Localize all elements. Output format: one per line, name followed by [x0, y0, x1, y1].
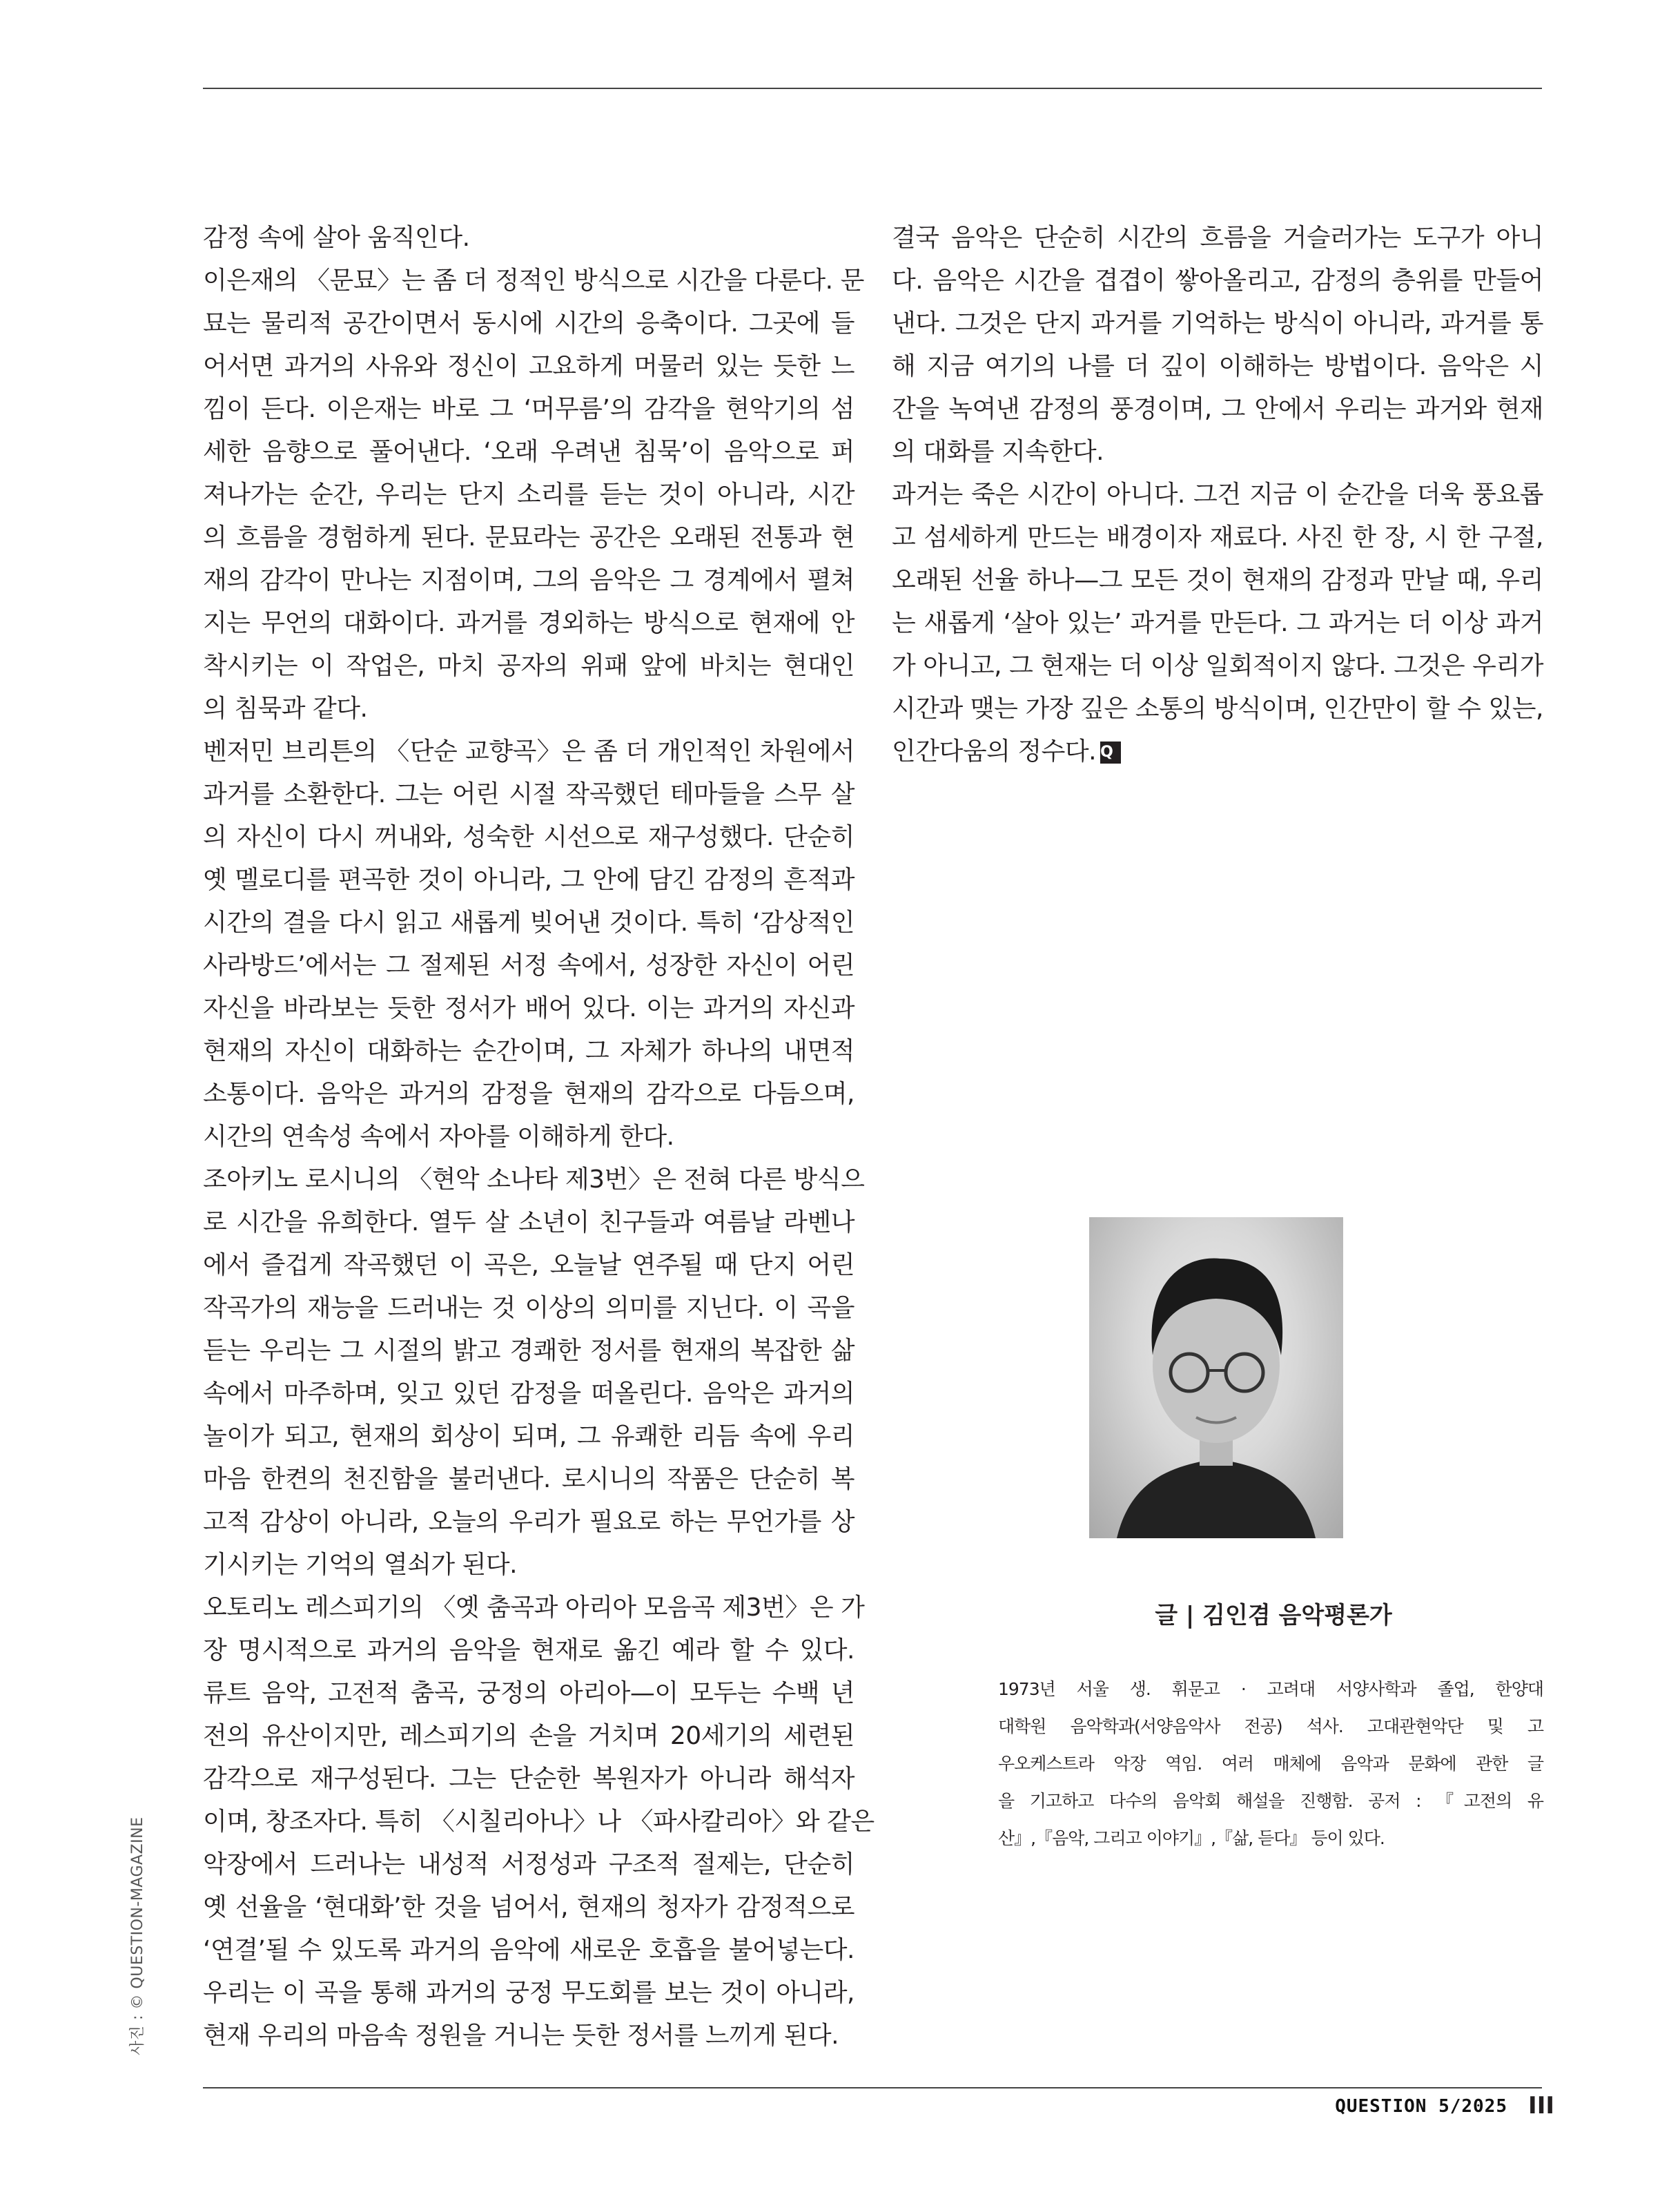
- body-text-line: [892, 217, 1543, 260]
- body-text-line: [203, 1201, 854, 1244]
- body-text-line: [892, 388, 1543, 431]
- line-text: 과거는 죽은 시간이 아니다. 그건 지금 이 순간을 더욱 풍요롭: [892, 481, 1543, 509]
- line-text: 의 자신이 다시 꺼내와, 성숙한 시선으로 재구성했다. 단순히: [203, 823, 854, 851]
- line-text: 마음 한켠의 천진함을 불러낸다. 로시니의 작품은 단순히 복: [203, 1465, 854, 1493]
- line-text: 고적 감상이 아니라, 오늘의 우리가 필요로 하는 무언가를 상: [203, 1508, 854, 1536]
- line-text: 오토리노 레스피기의 〈옛 춤곡과 아리아 모음곡 제3번〉은 가: [203, 1593, 865, 1622]
- body-text-line: [203, 1886, 854, 1929]
- bottom-rule: [203, 2087, 1542, 2088]
- page-number: III: [1528, 2092, 1554, 2120]
- body-text-line: [203, 1587, 865, 1629]
- line-text: 로 시간을 유희한다. 열두 살 소년이 친구들과 여름날 라벤나: [203, 1208, 854, 1237]
- body-text-line: [203, 1244, 854, 1287]
- body-text-line: [203, 987, 854, 1030]
- line-text: 사라방드’에서는 그 절제된 서정 속에서, 성장한 자신이 어린: [203, 951, 854, 980]
- body-text-line: [203, 1801, 875, 1843]
- body-text-line: [203, 1159, 865, 1201]
- body-text-line: [203, 559, 854, 602]
- line-text: 시간과 맺는 가장 깊은 소통의 방식이며, 인간만이 할 수 있는,: [892, 695, 1543, 723]
- line-text: ‘연결’될 수 있도록 과거의 음악에 새로운 호흡을 불어넣는다.: [203, 1936, 854, 1964]
- line-text: 가 아니고, 그 현재는 더 이상 일회적이지 않다. 그것은 우리가: [892, 652, 1543, 680]
- body-text-line: [203, 902, 854, 944]
- body-text-line: [203, 1929, 854, 1972]
- body-text-line: [203, 1030, 854, 1073]
- body-text-line: [203, 388, 854, 431]
- body-text-line: [892, 516, 1543, 559]
- body-text-line: [203, 1672, 854, 1715]
- line-text: 현재의 자신이 대화하는 순간이며, 그 자체가 하나의 내면적: [203, 1037, 854, 1065]
- line-text: 져나가는 순간, 우리는 단지 소리를 듣는 것이 아니라, 시간: [203, 481, 854, 509]
- line-text: 시간의 결을 다시 읽고 새롭게 빚어낸 것이다. 특히 ‘감상적인: [203, 909, 854, 937]
- body-text-line: [203, 773, 854, 816]
- line-text: 옛 멜로디를 편곡한 것이 아니라, 그 안에 담긴 감정의 흔적과: [203, 866, 854, 894]
- line-text: 인간다움의 정수다.: [892, 737, 1097, 766]
- bio-line: 을 기고하고 다수의 음악회 해설을 진행함. 공저 : 『고전의 유: [998, 1791, 1543, 1811]
- body-text-line: [203, 730, 854, 773]
- magazine-issue: QUESTION 5/2025: [1335, 2096, 1507, 2117]
- photo-credit: 사진 : © QUESTION-MAGAZINE: [129, 1816, 146, 2055]
- body-text-line: [203, 345, 854, 388]
- line-text: 전의 유산이지만, 레스피기의 손을 거치며 20세기의 세련된: [203, 1722, 854, 1750]
- body-text-line: [892, 730, 1543, 773]
- line-text: 의 흐름을 경험하게 된다. 문묘라는 공간은 오래된 전통과 현: [203, 523, 854, 552]
- line-text: 낌이 든다. 이은재는 바로 그 ‘머무름’의 감각을 현악기의 섬: [203, 395, 854, 423]
- body-text-line: [203, 1373, 854, 1415]
- body-text-line: [203, 260, 864, 302]
- body-text-line: [203, 1073, 854, 1116]
- line-text: 오래된 선율 하나—그 모든 것이 현재의 감정과 만날 때, 우리: [892, 566, 1543, 594]
- line-text: 의 침묵과 같다.: [203, 695, 368, 723]
- line-text: 조아키노 로시니의 〈현악 소나타 제3번〉은 전혀 다른 방식으: [203, 1165, 865, 1194]
- body-text-line: [892, 260, 1543, 302]
- line-text: 옛 선율을 ‘현대화’한 것을 넘어서, 현재의 청자가 감정적으로: [203, 1893, 854, 1921]
- body-text-line: [203, 602, 854, 645]
- line-text: 작곡가의 재능을 드러내는 것 이상의 의미를 지닌다. 이 곡을: [203, 1294, 854, 1322]
- line-text: 결국 음악은 단순히 시간의 흐름을 거슬러가는 도구가 아니: [892, 224, 1543, 252]
- body-text-line: [203, 688, 854, 730]
- line-text: 지는 무언의 대화이다. 과거를 경외하는 방식으로 현재에 안: [203, 609, 854, 637]
- line-text: 는 새롭게 ‘살아 있는’ 과거를 만든다. 그 과거는 더 이상 과거: [892, 609, 1543, 637]
- body-text-line: [203, 816, 854, 859]
- body-text-line: [203, 1415, 854, 1458]
- body-text-line: [892, 688, 1543, 730]
- body-text-line: [203, 1458, 854, 1501]
- body-text-line: [892, 431, 1543, 474]
- line-text: 소통이다. 음악은 과거의 감정을 현재의 감각으로 다듬으며,: [203, 1080, 854, 1108]
- bio-line: 1973년 서울 생. 휘문고 · 고려대 서양사학과 졸업, 한양대: [998, 1679, 1543, 1699]
- body-text-line: [203, 1758, 854, 1801]
- body-text-line: [203, 1287, 854, 1330]
- line-text: 장 명시적으로 과거의 음악을 현재로 옮긴 예라 할 수 있다.: [203, 1636, 854, 1665]
- line-text: 속에서 마주하며, 잊고 있던 감정을 떠올린다. 음악은 과거의: [203, 1379, 854, 1408]
- author-photo: [1089, 1217, 1343, 1538]
- body-text-line: [203, 431, 854, 474]
- body-text-line: [203, 2015, 854, 2057]
- line-text: 묘는 물리적 공간이면서 동시에 시간의 응축이다. 그곳에 들: [203, 309, 854, 338]
- line-text: 벤저민 브리튼의 〈단순 교향곡〉은 좀 더 개인적인 차원에서: [203, 737, 854, 766]
- author-heading: 글 | 김인겸 음악평론가: [1155, 1602, 1392, 1629]
- top-rule: [203, 88, 1542, 89]
- line-text: 에서 즐겁게 작곡했던 이 곡은, 오늘날 연주될 때 단지 어린: [203, 1251, 854, 1279]
- line-text: 간을 녹여낸 감정의 풍경이며, 그 안에서 우리는 과거와 현재: [892, 395, 1543, 423]
- body-text-line: [892, 559, 1543, 602]
- line-text: 고 섬세하게 만드는 배경이자 재료다. 사진 한 장, 시 한 구절,: [892, 523, 1543, 552]
- line-text: 류트 음악, 고전적 춤곡, 궁정의 아리아—이 모두는 수백 년: [203, 1679, 854, 1707]
- body-text-line: [203, 1843, 854, 1886]
- line-text: 낸다. 그것은 단지 과거를 기억하는 방식이 아니라, 과거를 통: [892, 309, 1543, 338]
- body-text-line: [203, 944, 854, 987]
- line-text: 세한 음향으로 풀어낸다. ‘오래 우려낸 침묵’이 음악으로 퍼: [203, 438, 854, 466]
- body-text-line: [203, 859, 854, 902]
- body-text-line: [203, 474, 854, 516]
- line-text: 과거를 소환한다. 그는 어린 시절 작곡했던 테마들을 스무 살: [203, 780, 854, 808]
- line-text: 시간의 연속성 속에서 자아를 이해하게 한다.: [203, 1123, 674, 1151]
- line-text: 듣는 우리는 그 시절의 밝고 경쾌한 정서를 현재의 복잡한 삶: [203, 1337, 854, 1365]
- line-text: 해 지금 여기의 나를 더 깊이 이해하는 방법이다. 음악은 시: [892, 352, 1543, 380]
- end-mark-icon: Q: [1100, 741, 1121, 764]
- body-text-line: [203, 1544, 854, 1587]
- bio-line: 대학원 음악학과(서양음악사 전공) 석사. 고대관현악단 및 고: [998, 1716, 1543, 1736]
- body-text-line: [892, 474, 1543, 516]
- body-text-line: [203, 1330, 854, 1373]
- body-text-line: [892, 645, 1543, 688]
- line-text: 감정 속에 살아 움직인다.: [203, 224, 470, 252]
- line-text: 놀이가 되고, 현재의 회상이 되며, 그 유쾌한 리듬 속에 우리: [203, 1422, 854, 1451]
- body-text-line: [203, 1116, 854, 1159]
- body-text-line: [203, 1629, 854, 1672]
- body-text-line: [203, 645, 854, 688]
- line-text: 다. 음악은 시간을 겹겹이 쌓아올리고, 감정의 층위를 만들어: [892, 266, 1543, 295]
- body-text-line: [203, 1715, 854, 1758]
- line-text: 재의 감각이 만나는 지점이며, 그의 음악은 그 경계에서 펼쳐: [203, 566, 854, 594]
- body-text-line: [203, 516, 854, 559]
- body-text-line: [203, 1501, 854, 1544]
- line-text: 이며, 창조자다. 특히 〈시칠리아나〉나 〈파사칼리아〉와 같은: [203, 1807, 875, 1836]
- line-text: 착시키는 이 작업은, 마치 공자의 위패 앞에 바치는 현대인: [203, 652, 854, 680]
- line-text: 자신을 바라보는 듯한 정서가 배어 있다. 이는 과거의 자신과: [203, 994, 854, 1022]
- body-text-line: [892, 302, 1543, 345]
- line-text: 의 대화를 지속한다.: [892, 438, 1104, 466]
- body-text-line: [892, 345, 1543, 388]
- body-text-line: [203, 302, 854, 345]
- portrait-image: [1089, 1217, 1343, 1538]
- bio-line: 우오케스트라 악장 역임. 여러 매체에 음악과 문화에 관한 글: [998, 1754, 1543, 1774]
- line-text: 우리는 이 곡을 통해 과거의 궁정 무도회를 보는 것이 아니라,: [203, 1979, 854, 2007]
- line-text: 현재 우리의 마음속 정원을 거니는 듯한 정서를 느끼게 된다.: [203, 2022, 839, 2050]
- body-text-line: [203, 217, 854, 260]
- line-text: 기시키는 기억의 열쇠가 된다.: [203, 1551, 518, 1579]
- bio-line: 산』,『음악, 그리고 이야기』,『삶, 듣다』 등이 있다.: [998, 1828, 1385, 1848]
- line-text: 악장에서 드러나는 내성적 서정성과 구조적 절제는, 단순히: [203, 1850, 854, 1879]
- line-text: 감각으로 재구성된다. 그는 단순한 복원자가 아니라 해석자: [203, 1765, 854, 1793]
- body-text-line: [203, 1972, 854, 2015]
- author-bio: [998, 1671, 1543, 1857]
- line-text: 이은재의 〈문묘〉는 좀 더 정적인 방식으로 시간을 다룬다. 문: [203, 266, 864, 295]
- line-text: 어서면 과거의 사유와 정신이 고요하게 머물러 있는 듯한 느: [203, 352, 854, 380]
- body-text-line: [892, 602, 1543, 645]
